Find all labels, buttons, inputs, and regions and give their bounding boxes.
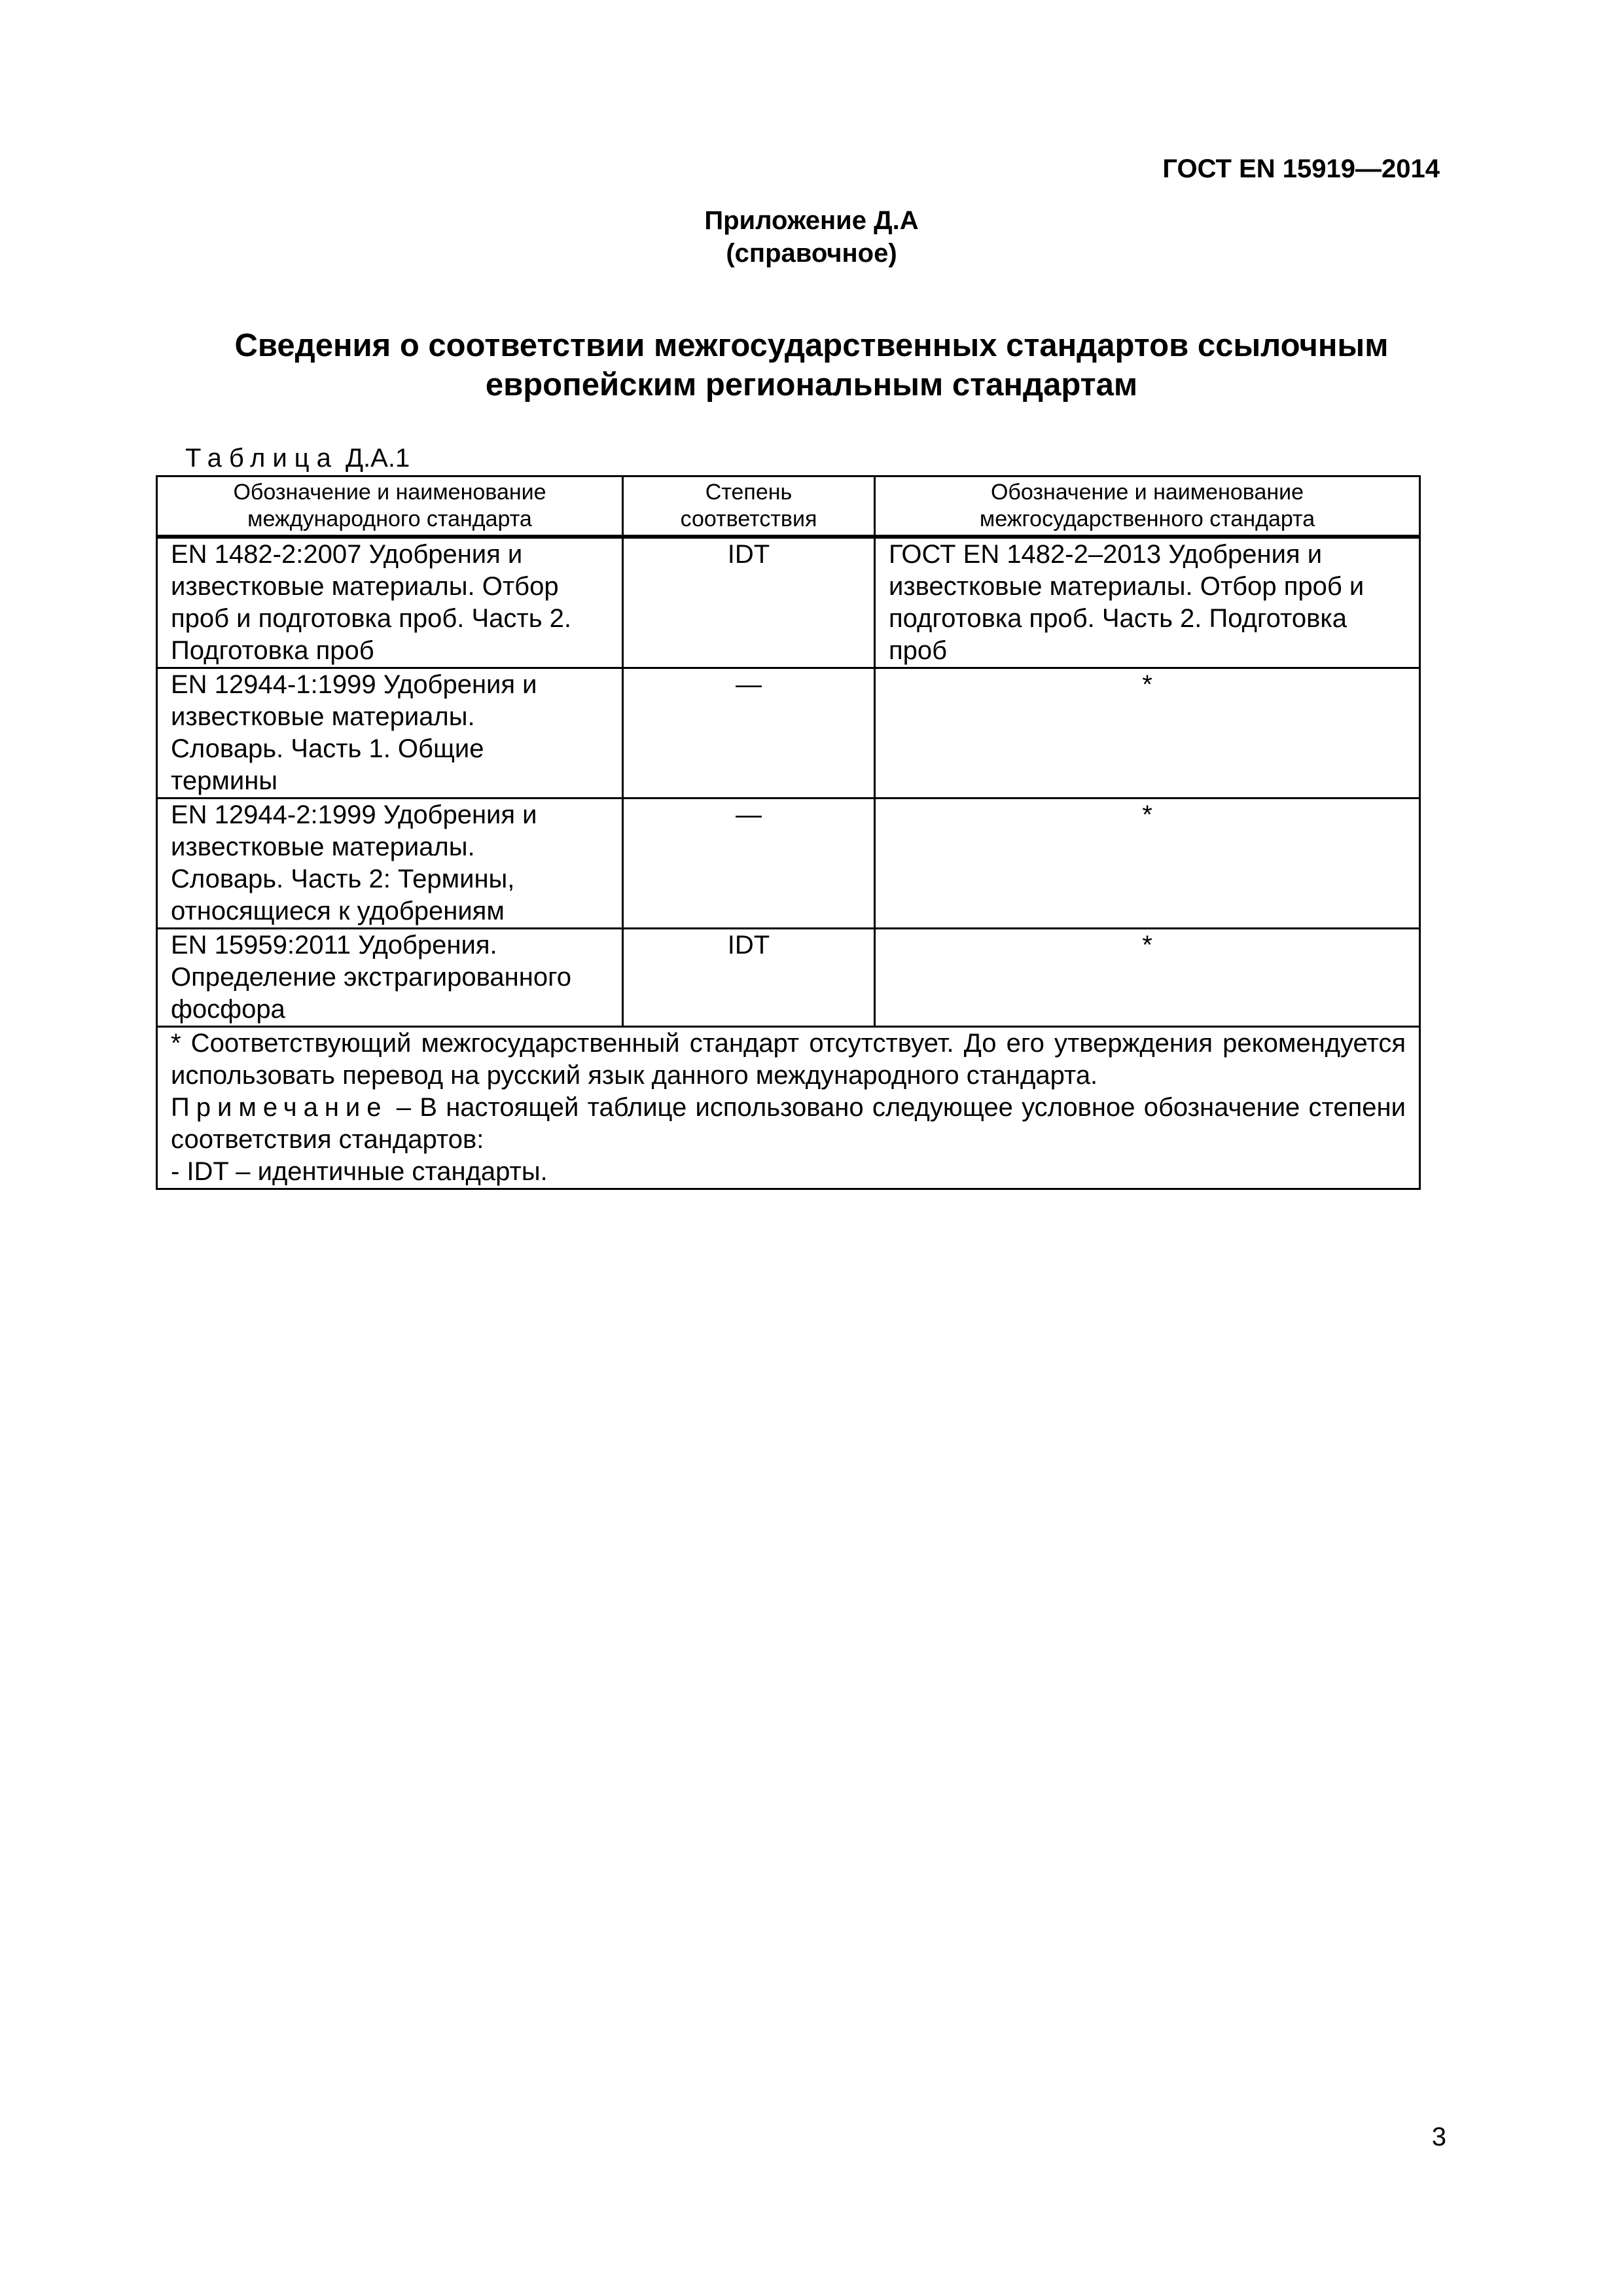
degree-cell: —: [623, 798, 875, 929]
table-caption-word: Таблица: [185, 444, 338, 473]
header-line: межгосударственного стандарта: [979, 507, 1315, 531]
cell-line: EN 12944-2:1999 Удобрения и: [171, 800, 537, 829]
page-title-line-1: Сведения о соответствии межгосударственных стандартов ссылочным: [234, 328, 1389, 363]
cell-line: относящиеся к удобрениям: [171, 897, 505, 925]
interstate-standard-cell: *: [875, 798, 1420, 929]
footnote-text: * Соответствующий межгосударственный стандарт отсутствует. До его утверждения рекомендуется использовать перевод на русский язык данного международного стандарта.: [171, 1029, 1406, 1090]
table-footnote-row: [157, 1027, 1420, 1189]
table-footnote-cell: [157, 1027, 1420, 1189]
header-international-standard: [157, 476, 623, 537]
table-caption-number: Д.А.1: [345, 444, 410, 473]
degree-cell: —: [623, 668, 875, 798]
interstate-standard-cell: *: [875, 668, 1420, 798]
international-standard-cell: [157, 798, 623, 929]
interstate-standard-cell: *: [875, 929, 1420, 1027]
cell-line: EN 1482-2:2007 Удобрения и: [171, 540, 523, 569]
header-line: соответствия: [680, 507, 817, 531]
page-title-line-2: европейским региональным стандартам: [485, 367, 1138, 403]
cell-line: проб и подготовка проб. Часть 2.: [171, 604, 572, 633]
interstate-standard-cell: [875, 537, 1420, 668]
cell-line: EN 12944-1:1999 Удобрения и: [171, 670, 537, 699]
table-header-row: [157, 476, 1420, 537]
table-caption: [185, 442, 410, 474]
header-degree-of-correspondence: [623, 476, 875, 537]
document-code: ГОСТ EN 15919—2014: [1162, 154, 1440, 183]
cell-line: фосфора: [171, 995, 285, 1024]
cell-line: Определение экстрагированного: [171, 963, 572, 992]
international-standard-cell: [157, 668, 623, 798]
table-row: [157, 929, 1420, 1027]
note-paragraph: [171, 1092, 1406, 1156]
note-text: – В настоящей таблице использовано следующее условное обозначение степени соответствия стандартов:: [171, 1093, 1406, 1154]
table-row: [157, 798, 1420, 929]
appendix-subtitle: (справочное): [726, 239, 897, 268]
table-row: [157, 668, 1420, 798]
appendix-heading: [0, 204, 1623, 270]
international-standard-cell: [157, 929, 623, 1027]
table-row: [157, 537, 1420, 668]
appendix-title: Приложение Д.А: [704, 206, 919, 235]
cell-line: проб: [889, 636, 948, 665]
degree-cell: IDT: [623, 929, 875, 1027]
header-line: Степень: [705, 480, 793, 505]
note-item: - IDT – идентичные стандарты.: [171, 1157, 548, 1186]
cell-line: подготовка проб. Часть 2. Подготовка: [889, 604, 1347, 633]
page-number: 3: [1431, 2123, 1446, 2151]
header-line: международного стандарта: [247, 507, 532, 531]
header-line: Обозначение и наименование: [233, 480, 546, 505]
correspondence-table: [156, 475, 1421, 1190]
cell-line: Подготовка проб: [171, 636, 374, 665]
degree-cell: IDT: [623, 537, 875, 668]
cell-line: известковые материалы. Отбор: [171, 572, 559, 601]
cell-line: термины: [171, 766, 278, 795]
cell-line: известковые материалы.: [171, 702, 475, 731]
cell-line: ГОСТ EN 1482-2–2013 Удобрения и: [889, 540, 1323, 569]
header-interstate-standard: [875, 476, 1420, 537]
cell-line: известковые материалы. Отбор проб и: [889, 572, 1364, 601]
note-label: Примечание: [171, 1093, 388, 1122]
page-title: [131, 326, 1492, 404]
international-standard-cell: [157, 537, 623, 668]
header-line: Обозначение и наименование: [990, 480, 1304, 505]
cell-line: Словарь. Часть 2: Термины,: [171, 865, 515, 893]
cell-line: известковые материалы.: [171, 833, 475, 861]
cell-line: Словарь. Часть 1. Общие: [171, 734, 484, 763]
cell-line: EN 15959:2011 Удобрения.: [171, 931, 497, 960]
